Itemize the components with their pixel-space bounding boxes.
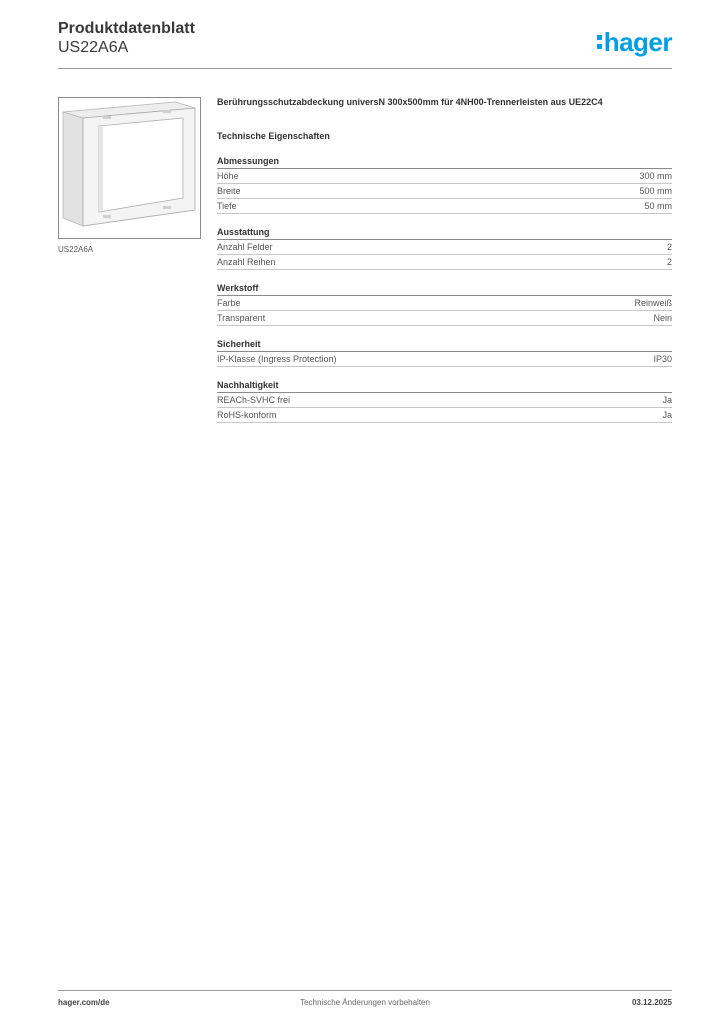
property-value: 500 mm bbox=[639, 186, 672, 196]
hager-logo bbox=[597, 28, 672, 56]
footer-divider bbox=[58, 990, 672, 991]
property-label: Tiefe bbox=[217, 201, 237, 211]
footer-date: 03.12.2025 bbox=[631, 998, 672, 1007]
property-label: REACh-SVHC frei bbox=[217, 395, 291, 405]
property-row bbox=[217, 240, 672, 255]
property-value: Reinweiß bbox=[634, 298, 672, 308]
property-label: Höhe bbox=[217, 171, 239, 181]
property-value: 300 mm bbox=[639, 171, 672, 181]
property-label: IP-Klasse (Ingress Protection) bbox=[217, 354, 337, 364]
property-value: 50 mm bbox=[644, 201, 672, 211]
property-value: IP30 bbox=[653, 354, 672, 364]
product-image bbox=[58, 97, 201, 239]
technical-properties-heading: Technische Eigenschaften bbox=[217, 131, 330, 141]
property-value: 2 bbox=[666, 257, 672, 267]
image-caption: US22A6A bbox=[58, 245, 94, 254]
section-material bbox=[217, 282, 672, 326]
section-title: Ausstattung bbox=[217, 226, 672, 240]
property-label: Farbe bbox=[217, 298, 241, 308]
document-title: Produktdatenblatt bbox=[58, 20, 195, 37]
property-label: Anzahl Felder bbox=[217, 242, 273, 252]
property-row bbox=[217, 408, 672, 423]
website-link[interactable]: hager.com/de bbox=[58, 998, 110, 1007]
page-header bbox=[58, 20, 672, 70]
property-row bbox=[217, 184, 672, 199]
property-value: Nein bbox=[653, 313, 672, 323]
cover-frame-illustration bbox=[59, 98, 200, 238]
property-value: 2 bbox=[666, 242, 672, 252]
property-row bbox=[217, 296, 672, 311]
property-row bbox=[217, 393, 672, 408]
product-code: US22A6A bbox=[58, 39, 129, 56]
property-label: Transparent bbox=[217, 313, 266, 323]
section-safety bbox=[217, 338, 672, 367]
section-equipment bbox=[217, 226, 672, 270]
footer-notice: Technische Änderungen vorbehalten bbox=[300, 998, 430, 1007]
property-value: Ja bbox=[662, 395, 672, 405]
section-title: Werkstoff bbox=[217, 282, 672, 296]
header-divider bbox=[58, 68, 672, 69]
section-title: Nachhaltigkeit bbox=[217, 379, 672, 393]
section-sustainability bbox=[217, 379, 672, 423]
property-label: Breite bbox=[217, 186, 241, 196]
section-dimensions bbox=[217, 155, 672, 214]
property-value: Ja bbox=[662, 410, 672, 420]
logo-text: hager bbox=[603, 27, 672, 57]
section-title: Abmessungen bbox=[217, 155, 672, 169]
property-row bbox=[217, 311, 672, 326]
property-row bbox=[217, 199, 672, 214]
property-label: Anzahl Reihen bbox=[217, 257, 276, 267]
property-row bbox=[217, 352, 672, 367]
property-row bbox=[217, 169, 672, 184]
logo-dots-icon bbox=[597, 35, 602, 49]
section-title: Sicherheit bbox=[217, 338, 672, 352]
product-description: Berührungsschutzabdeckung universN 300x500mm für 4NH00-Trennerleisten aus UE22C4 bbox=[217, 97, 603, 107]
property-label: RoHS-konform bbox=[217, 410, 277, 420]
product-details bbox=[217, 95, 672, 423]
property-row bbox=[217, 255, 672, 270]
